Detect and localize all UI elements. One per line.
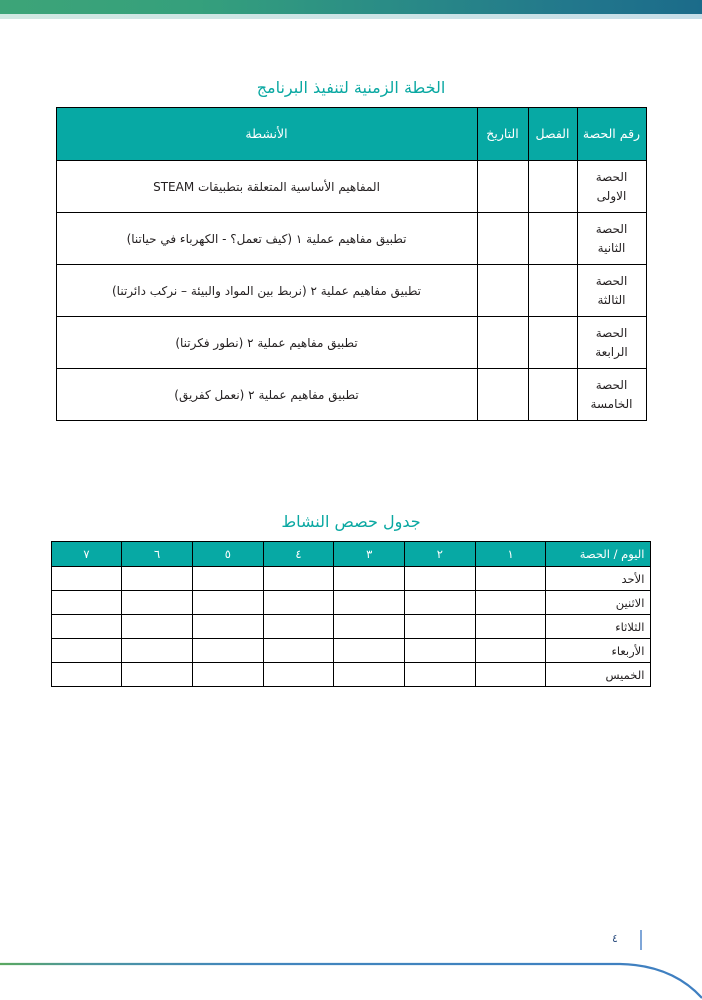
schedule-col-header-slot-1: ١ bbox=[475, 542, 546, 567]
schedule-cell-slot[interactable] bbox=[334, 591, 405, 615]
timeline-cell-activities: تطبيق مفاهيم عملية ٢ (نعمل كفريق) bbox=[56, 369, 477, 421]
schedule-cell-day: الاثنين bbox=[546, 591, 651, 615]
table-row bbox=[56, 213, 646, 265]
schedule-cell-day: الأربعاء bbox=[546, 639, 651, 663]
table-row bbox=[56, 161, 646, 213]
page-number: ٤ bbox=[612, 932, 618, 945]
timeline-cell-class[interactable] bbox=[528, 161, 577, 213]
table-row bbox=[51, 663, 651, 687]
schedule-col-header-slot-4: ٤ bbox=[263, 542, 334, 567]
timeline-col-header-activities: الأنشطة bbox=[56, 108, 477, 161]
timeline-cell-session-no: الحصة الخامسة bbox=[577, 369, 646, 421]
schedule-cell-slot[interactable] bbox=[405, 591, 476, 615]
timeline-header-row bbox=[56, 108, 646, 161]
schedule-cell-slot[interactable] bbox=[192, 615, 263, 639]
timeline-cell-date[interactable] bbox=[477, 369, 528, 421]
schedule-cell-slot[interactable] bbox=[263, 567, 334, 591]
timeline-section-title: الخطة الزمنية لتنفيذ البرنامج bbox=[256, 78, 446, 97]
table-row bbox=[51, 639, 651, 663]
timeline-cell-session-no: الحصة الثالثة bbox=[577, 265, 646, 317]
timeline-cell-activities: تطبيق مفاهيم عملية ٢ (نطور فكرتنا) bbox=[56, 317, 477, 369]
schedule-cell-slot[interactable] bbox=[405, 663, 476, 687]
top-decorative-bar bbox=[0, 0, 702, 14]
schedule-cell-slot[interactable] bbox=[334, 567, 405, 591]
schedule-cell-slot[interactable] bbox=[263, 663, 334, 687]
schedule-cell-day: الخميس bbox=[546, 663, 651, 687]
schedule-cell-slot[interactable] bbox=[334, 639, 405, 663]
schedule-cell-slot[interactable] bbox=[475, 615, 546, 639]
schedule-header-row bbox=[51, 542, 651, 567]
bottom-curve-path bbox=[0, 964, 702, 998]
schedule-cell-slot[interactable] bbox=[475, 663, 546, 687]
schedule-cell-slot[interactable] bbox=[263, 591, 334, 615]
schedule-cell-slot[interactable] bbox=[334, 615, 405, 639]
schedule-cell-slot[interactable] bbox=[122, 567, 193, 591]
schedule-cell-day: الثلاثاء bbox=[546, 615, 651, 639]
schedule-cell-slot[interactable] bbox=[405, 567, 476, 591]
schedule-cell-slot[interactable] bbox=[334, 663, 405, 687]
timeline-col-header-session-no: رقم الحصة bbox=[577, 108, 646, 161]
schedule-cell-slot[interactable] bbox=[263, 639, 334, 663]
schedule-cell-slot[interactable] bbox=[122, 639, 193, 663]
timeline-cell-session-no: الحصة الاولى bbox=[577, 161, 646, 213]
schedule-cell-day: الأحد bbox=[546, 567, 651, 591]
schedule-cell-slot[interactable] bbox=[192, 591, 263, 615]
schedule-cell-slot[interactable] bbox=[51, 591, 122, 615]
schedule-cell-slot[interactable] bbox=[475, 591, 546, 615]
timeline-section bbox=[0, 78, 702, 421]
schedule-cell-slot[interactable] bbox=[475, 639, 546, 663]
timeline-cell-class[interactable] bbox=[528, 369, 577, 421]
schedule-cell-slot[interactable] bbox=[51, 615, 122, 639]
table-row bbox=[51, 591, 651, 615]
timeline-cell-activities: تطبيق مفاهيم عملية ٢ (نربط بين المواد والبيئة – نركب دائرتنا) bbox=[56, 265, 477, 317]
schedule-section-title: جدول حصص النشاط bbox=[281, 512, 421, 531]
schedule-cell-slot[interactable] bbox=[192, 567, 263, 591]
timeline-cell-date[interactable] bbox=[477, 317, 528, 369]
schedule-col-header-day: اليوم / الحصة bbox=[546, 542, 651, 567]
schedule-cell-slot[interactable] bbox=[405, 639, 476, 663]
timeline-cell-activities: المفاهيم الأساسية المتعلقة بتطبيقات STEAM bbox=[56, 161, 477, 213]
schedule-cell-slot[interactable] bbox=[192, 663, 263, 687]
schedule-cell-slot[interactable] bbox=[122, 591, 193, 615]
timeline-col-header-class: الفصل bbox=[528, 108, 577, 161]
timeline-cell-session-no: الحصة الثانية bbox=[577, 213, 646, 265]
schedule-table-body bbox=[51, 567, 651, 687]
timeline-cell-class[interactable] bbox=[528, 213, 577, 265]
schedule-col-header-slot-3: ٣ bbox=[334, 542, 405, 567]
timeline-cell-class[interactable] bbox=[528, 317, 577, 369]
timeline-cell-activities: تطبيق مفاهيم عملية ١ (كيف تعمل؟ - الكهرباء في حياتنا) bbox=[56, 213, 477, 265]
timeline-table-body bbox=[56, 161, 646, 421]
table-row bbox=[56, 369, 646, 421]
schedule-cell-slot[interactable] bbox=[405, 615, 476, 639]
schedule-col-header-slot-2: ٢ bbox=[405, 542, 476, 567]
schedule-cell-slot[interactable] bbox=[263, 615, 334, 639]
timeline-col-header-date: التاريخ bbox=[477, 108, 528, 161]
schedule-section bbox=[0, 512, 702, 687]
table-row bbox=[56, 265, 646, 317]
schedule-table bbox=[51, 541, 652, 687]
timeline-cell-class[interactable] bbox=[528, 265, 577, 317]
table-row bbox=[51, 615, 651, 639]
timeline-table bbox=[56, 107, 647, 421]
page-footer bbox=[0, 930, 702, 954]
schedule-col-header-slot-7: ٧ bbox=[51, 542, 122, 567]
timeline-cell-date[interactable] bbox=[477, 265, 528, 317]
top-decorative-bar-shadow bbox=[0, 14, 702, 19]
schedule-table-head bbox=[51, 542, 651, 567]
page-number-rule bbox=[640, 930, 642, 950]
schedule-col-header-slot-6: ٦ bbox=[122, 542, 193, 567]
schedule-cell-slot[interactable] bbox=[122, 663, 193, 687]
schedule-cell-slot[interactable] bbox=[475, 567, 546, 591]
schedule-cell-slot[interactable] bbox=[51, 567, 122, 591]
schedule-cell-slot[interactable] bbox=[122, 615, 193, 639]
schedule-cell-slot[interactable] bbox=[51, 639, 122, 663]
timeline-cell-session-no: الحصة الرابعة bbox=[577, 317, 646, 369]
timeline-cell-date[interactable] bbox=[477, 161, 528, 213]
table-row bbox=[51, 567, 651, 591]
bottom-decorative-curve bbox=[0, 952, 702, 1000]
schedule-col-header-slot-5: ٥ bbox=[192, 542, 263, 567]
timeline-cell-date[interactable] bbox=[477, 213, 528, 265]
schedule-cell-slot[interactable] bbox=[51, 663, 122, 687]
table-row bbox=[56, 317, 646, 369]
schedule-cell-slot[interactable] bbox=[192, 639, 263, 663]
timeline-table-head bbox=[56, 108, 646, 161]
